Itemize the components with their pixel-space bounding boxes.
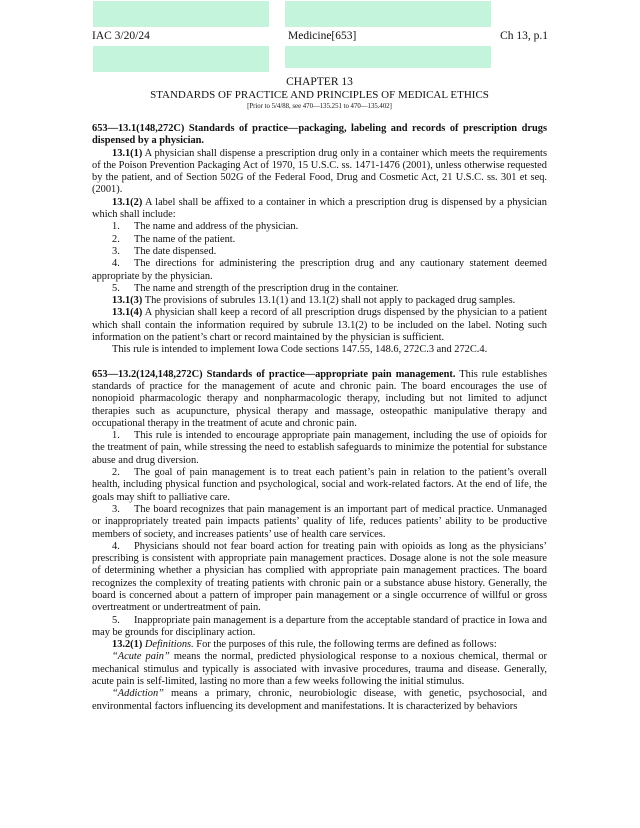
subrule-13-1-1: 13.1(1) A physician shall dispense a prescription drug only in a container which meets the requirements of the Poison Prevention Packaging Act of 1970, 15 U.S.C. ss. 1471-1476 (2001), unless otherwise requested by the patient, and of Section 502G of the Federal Food, Drug and Cosmetic Act, 21 U.S.C. ss. 301 et seq. (2001).	[92, 147, 547, 196]
list-item: 5. The name and strength of the prescription drug in the container.	[112, 282, 399, 294]
list-item: 4. Physicians should not fear board action for treating pain with opioids as long as the physicians’ prescribing is consistent with appropriate pain management practices. Dosage alone is not the sole measure of determining whether a physician has complied with appropriate pain management practices. The board recognizes the complexity of treating patients with chronic pain or a substance abuse history. Generally, the board is concerned about a pattern of improper pain management or a single occurrence of willful or gross overtreatment or undertreatment of pain.	[92, 540, 547, 614]
list-item: 2. The goal of pain management is to treat each patient’s pain in relation to the patient’s overall health, including physical function and psychological, social and work-related factors. At the end of life, the goals may shift to palliative care.	[92, 467, 547, 503]
subrule-13-2-1: 13.2(1) Definitions. For the purposes of this rule, the following terms are defined as follows:	[112, 639, 497, 651]
header-date: IAC 3/20/24	[92, 30, 150, 42]
document-body	[92, 76, 547, 713]
list-item: 4. The directions for administering the prescription drug and any cautionary statement deemed appropriate by the physician.	[92, 258, 547, 282]
list-item: 2. The name of the patient.	[112, 233, 236, 245]
list-item: 3. The date dispensed.	[112, 245, 217, 257]
highlight-box	[285, 1, 491, 27]
implement-note: This rule is intended to implement Iowa Code sections 147.55, 148.6, 272C.3 and 272C.4.	[112, 344, 488, 356]
list-item: 1. The name and address of the physician.	[112, 221, 299, 233]
list-item: 1. This rule is intended to encourage appropriate pain management, including the use of opioids for the treatment of pain, while stressing the need to establish safeguards to minimize the potential for substance abuse and drug diversion.	[92, 430, 547, 466]
subrule-13-1-2: 13.1(2) A label shall be affixed to a container in which a prescription drug is dispensed by a physician which shall include:	[92, 196, 547, 221]
highlight-box	[93, 46, 269, 72]
list-item: 5. Inappropriate pain management is a departure from the acceptable standard of practice in Iowa and may be grounds for disciplinary action.	[92, 614, 547, 638]
chapter-title: STANDARDS OF PRACTICE AND PRINCIPLES OF MEDICAL ETHICS	[150, 89, 489, 101]
header-agency: Medicine[653]	[288, 30, 357, 42]
highlight-box	[285, 46, 491, 68]
highlight-box	[93, 1, 269, 27]
rule-13-2-intro: 653—13.2(124,148,272C) Standards of practice—appropriate pain management. This rule establishes standards of practice for the management of acute and chronic pain. The board encourages the use of nonopioid pharmacologic therapy and nonpharmacologic therapy, including but not limited to adjunct therapies such as acupuncture, physical therapy and massage, osteopathic manipulative therapy and occupational therapy in the treatment of acute and chronic pain.	[92, 368, 547, 429]
definition-acute-pain: “Acute pain” means the normal, predicted physiological response to a noxious chemical, thermal or mechanical stimulus and typically is associated with invasive procedures, trauma and disease. Generally, acute pain is self-limited, lasting no more than a few weeks following the initial stimulus.	[92, 651, 548, 688]
subrule-13-1-3: 13.1(3) The provisions of subrules 13.1(1) and 13.1(2) shall not apply to packaged drug samples.	[112, 295, 516, 307]
definition-addiction: “Addiction” means a primary, chronic, neurobiologic disease, with genetic, psychosocial, and environmental factors influencing its development and manifestations. It is characterized by behaviors	[92, 688, 547, 712]
chapter-note: [Prior to 5/4/88, see 470—135.251 to 470—135.402]	[247, 103, 392, 110]
rule-13-1-heading: 653—13.1(148,272C) Standards of practice—packaging, labeling and records of prescription drugs dispensed by a physician.	[92, 123, 547, 147]
list-item: 3. The board recognizes that pain management is an important part of medical practice. Unmanaged or inappropriately treated pain impacts patients’ quality of life, reduces patients’ ability to be productive members of society, and increases patients’ use of health care services.	[92, 503, 547, 540]
chapter-number: CHAPTER 13	[286, 76, 353, 88]
header-page: Ch 13, p.1	[500, 30, 548, 42]
subrule-13-1-4: 13.1(4) A physician shall keep a record of all prescription drugs dispensed by the physician to a patient which shall contain the information required by subrule 13.1(2) to be included on the label. Noting such information on the patient’s chart or record maintained by the physician is sufficient.	[92, 307, 547, 344]
